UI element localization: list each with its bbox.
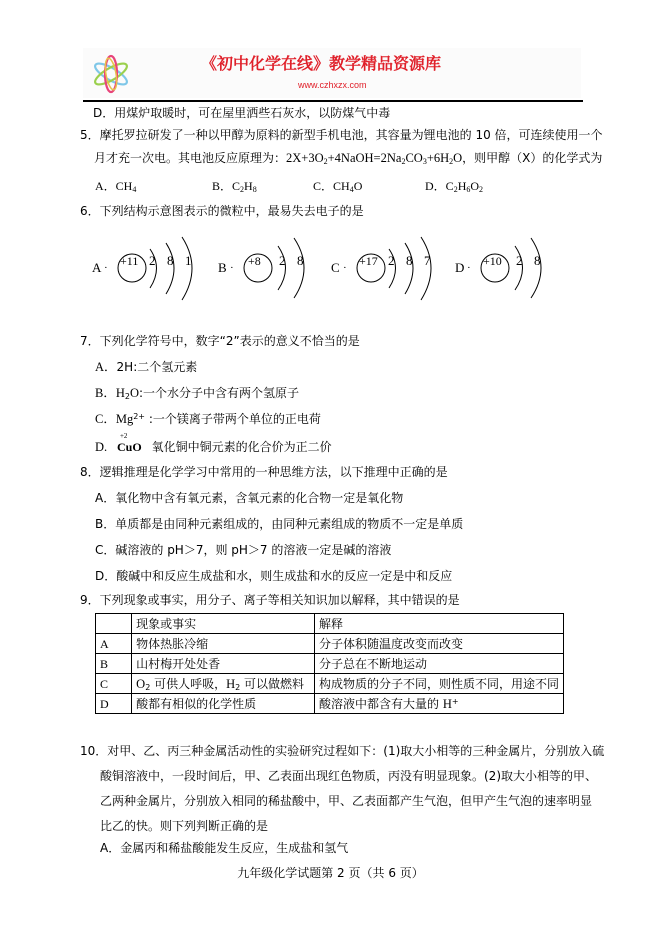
q9-table [95,613,564,714]
q5-stem-prefix: 月才充一次电。其电池反应原理为： [94,151,287,165]
q4-option-d: D．用煤炉取暖时，可在屋里洒些石灰水，以防煤气中毒 [93,106,391,120]
q5-stem-line2 [94,151,602,165]
formula-part: CH [115,179,133,193]
eq-sub: 2 [323,157,328,166]
q10-option-a: A．金属丙和稀盐酸能发生反应，生成盐和氢气 [100,841,349,855]
nucleus-charge: +10 [483,254,502,268]
row-explain: 分子总在不断地运动 [314,654,563,674]
q10-stem-line3: 乙两种金属片，分别放入相同的稀盐酸中，甲、乙表面都产生气泡，但甲产生气泡的速率明显 [100,794,593,808]
formula-sub: 8 [252,185,257,194]
formula-sub: 2 [124,392,130,401]
table-header-cell: 现象或事实 [132,614,315,634]
eq-part: CO [405,151,423,165]
atom-label: A [92,260,102,275]
nucleus-charge: +8 [248,254,261,268]
row-fact: 山村梅开处处香 [132,654,315,674]
brand-url: www.czhxzx.com [298,80,367,90]
header-banner [83,48,581,98]
option-label: B． [95,386,116,400]
option-text: :一个镁离子带两个单位的正电荷 [145,412,321,426]
row-key: B [96,654,132,674]
q8-stem: 8．逻辑推理是化学学习中常用的一种思维方法，以下推理中正确的是 [80,465,448,479]
eq-part: +6H [426,151,450,165]
table-header-row [96,614,564,634]
row-fact: 物体热胀冷缩 [132,634,315,654]
q7-option-b [95,386,299,400]
q7-option-a [95,360,197,374]
page-footer: 九年级化学试题第 2 页（共 6 页） [237,866,424,880]
q10-stem-line1: 10．对甲、乙、丙三种金属活动性的实验研究过程如下：(1)取大小相等的三种金属片，分别放入硫 [80,744,605,758]
nucleus-charge: +17 [359,254,378,268]
q5-option-d [425,179,483,193]
option-label: A． [95,179,116,193]
option-text: 2H:二个氢元素 [116,360,198,374]
option-text: :一个水分子中含有两个氢原子 [139,386,300,400]
atom-diagram-a [92,232,204,304]
formula-sub: 4 [349,185,354,194]
eq-sub: 3 [422,157,427,166]
q5-option-b [212,179,257,193]
row-fact [132,674,315,694]
table-header-cell: 解释 [314,614,563,634]
shell-electrons: 2 [516,253,523,268]
atom-label-dot: · [467,262,471,274]
formula-part: H [244,179,253,193]
q5-equation [286,151,462,165]
shell-electrons: 7 [424,253,431,268]
q7-stem: 7．下列化学符号中，数字“2”表示的意义不恰当的是 [80,334,360,348]
q5-option-c [313,179,362,193]
option-label: A． [95,360,117,374]
formula-part: O [136,676,146,691]
cuo-valence-formula [116,432,142,454]
eq-sub: 2 [449,157,454,166]
atom-shells-drawing [92,232,204,304]
explain-text: 酸溶液中都含有大量的 [318,696,443,711]
q7-option-d [95,432,332,454]
fact-text: 可以做燃料 [240,676,305,691]
formula-part: CH [333,179,350,193]
table-row [96,674,564,694]
row-key: D [96,694,132,714]
formula-sub: 2 [145,682,151,692]
formula-part: C [445,179,454,193]
shell-electrons: 8 [167,253,174,268]
shell-electrons: 2 [279,253,286,268]
row-explain [314,694,563,714]
row-explain: 构成物质的分子不同，则性质不同，用途不同 [314,674,563,694]
formula-part: H [226,676,236,691]
eq-part: O [453,151,463,165]
atom-diagram-d [455,232,555,304]
formula-part: H [457,179,467,193]
eq-part: 2X+3O [286,151,324,165]
formula-sup: + [451,696,459,706]
atom-orbits-logo-icon [89,54,133,94]
q10-stem-line2: 酸铜溶液中，一段时间后，甲、乙表面出现红色物质，丙没有明显现象。(2)取大小相等的甲、 [100,769,598,783]
row-fact: 酸都有相似的化学性质 [132,694,315,714]
q5-stem-line1: 5．摩托罗拉研发了一种以甲醇为原料的新型手机电池，其容量为锂电池的 10 倍，可连续使用一个 [80,128,603,142]
row-key: C [96,674,132,694]
brand-title: 《初中化学在线》教学精品资源库 [201,54,442,73]
shell-electrons: 2 [388,253,395,268]
q9-stem: 9．下列现象或事实，用分子、离子等相关知识加以解释，其中错误的是 [80,593,460,607]
q8-option-a: A．氧化物中含有氧元素，含氧元素的化合物一定是氧化物 [95,491,404,505]
formula-part: H [115,386,125,400]
eq-part: +4NaOH=2Na [327,151,402,165]
atom-label-dot: · [230,262,234,274]
valence-mark: +2 [119,432,128,440]
fact-text: 可供人呼吸， [150,676,227,691]
table-row [96,634,564,654]
formula-part: O [353,179,363,193]
table-header-cell [96,614,132,634]
formula-sub: 6 [466,185,471,194]
formula-part: O [129,386,139,400]
q10-stem-line4: 比乙的快。则下列判断正确的是 [100,819,269,833]
atom-shells-drawing [331,232,443,304]
formula-sub: 2 [240,185,245,194]
q5-option-a [95,179,136,193]
row-explain: 分子体积随温度改变而改变 [314,634,563,654]
option-label: B． [212,179,233,193]
atom-label: C [331,260,340,275]
formula-part: CuO [116,440,142,454]
formula-sub: 4 [132,185,137,194]
atom-diagram-c [331,232,443,304]
shell-electrons: 2 [149,253,156,268]
atom-label-dot: · [104,262,108,274]
option-text: 氧化铜中铜元素的化合价为正二价 [151,440,332,454]
option-label: C． [313,179,334,193]
formula-part: O [470,179,480,193]
eq-sub: 2 [401,157,406,166]
atom-label: D [455,260,465,275]
q8-option-c: C．碱溶液的 pH＞7，则 pH＞7 的溶液一定是碱的溶液 [95,543,392,557]
formula-sup: 2+ [133,412,146,421]
formula-sub: 2 [479,185,484,194]
row-key: A [96,634,132,654]
q7-option-c [95,412,321,426]
shell-electrons: 8 [406,253,413,268]
atom-label: B [218,260,227,275]
q8-option-b: B．单质都是由同种元素组成的，由同种元素组成的物质不一定是单质 [95,517,464,531]
formula-part: Mg [115,412,134,426]
option-label: D. [95,440,108,454]
shell-electrons: 8 [297,253,304,268]
formula-sub: 2 [235,682,241,692]
formula-part: C [232,179,241,193]
q5-stem-suffix: ，则甲醇（X）的化学式为 [462,151,603,165]
atom-label-dot: · [343,262,347,274]
shell-electrons: 1 [185,253,192,268]
shell-electrons: 8 [534,253,541,268]
nucleus-charge: +11 [120,254,139,268]
q6-stem: 6．下列结构示意图表示的微粒中，最易失去电子的是 [80,204,364,218]
q8-option-d: D．酸碱中和反应生成盐和水，则生成盐和水的反应一定是中和反应 [95,569,453,583]
formula-part: H [442,696,452,711]
header-divider [83,100,583,102]
atom-diagram-b [218,232,318,304]
option-label: D． [425,179,446,193]
table-row [96,654,564,674]
option-label: C． [95,412,116,426]
table-row [96,694,564,714]
formula-sub: 2 [453,185,458,194]
